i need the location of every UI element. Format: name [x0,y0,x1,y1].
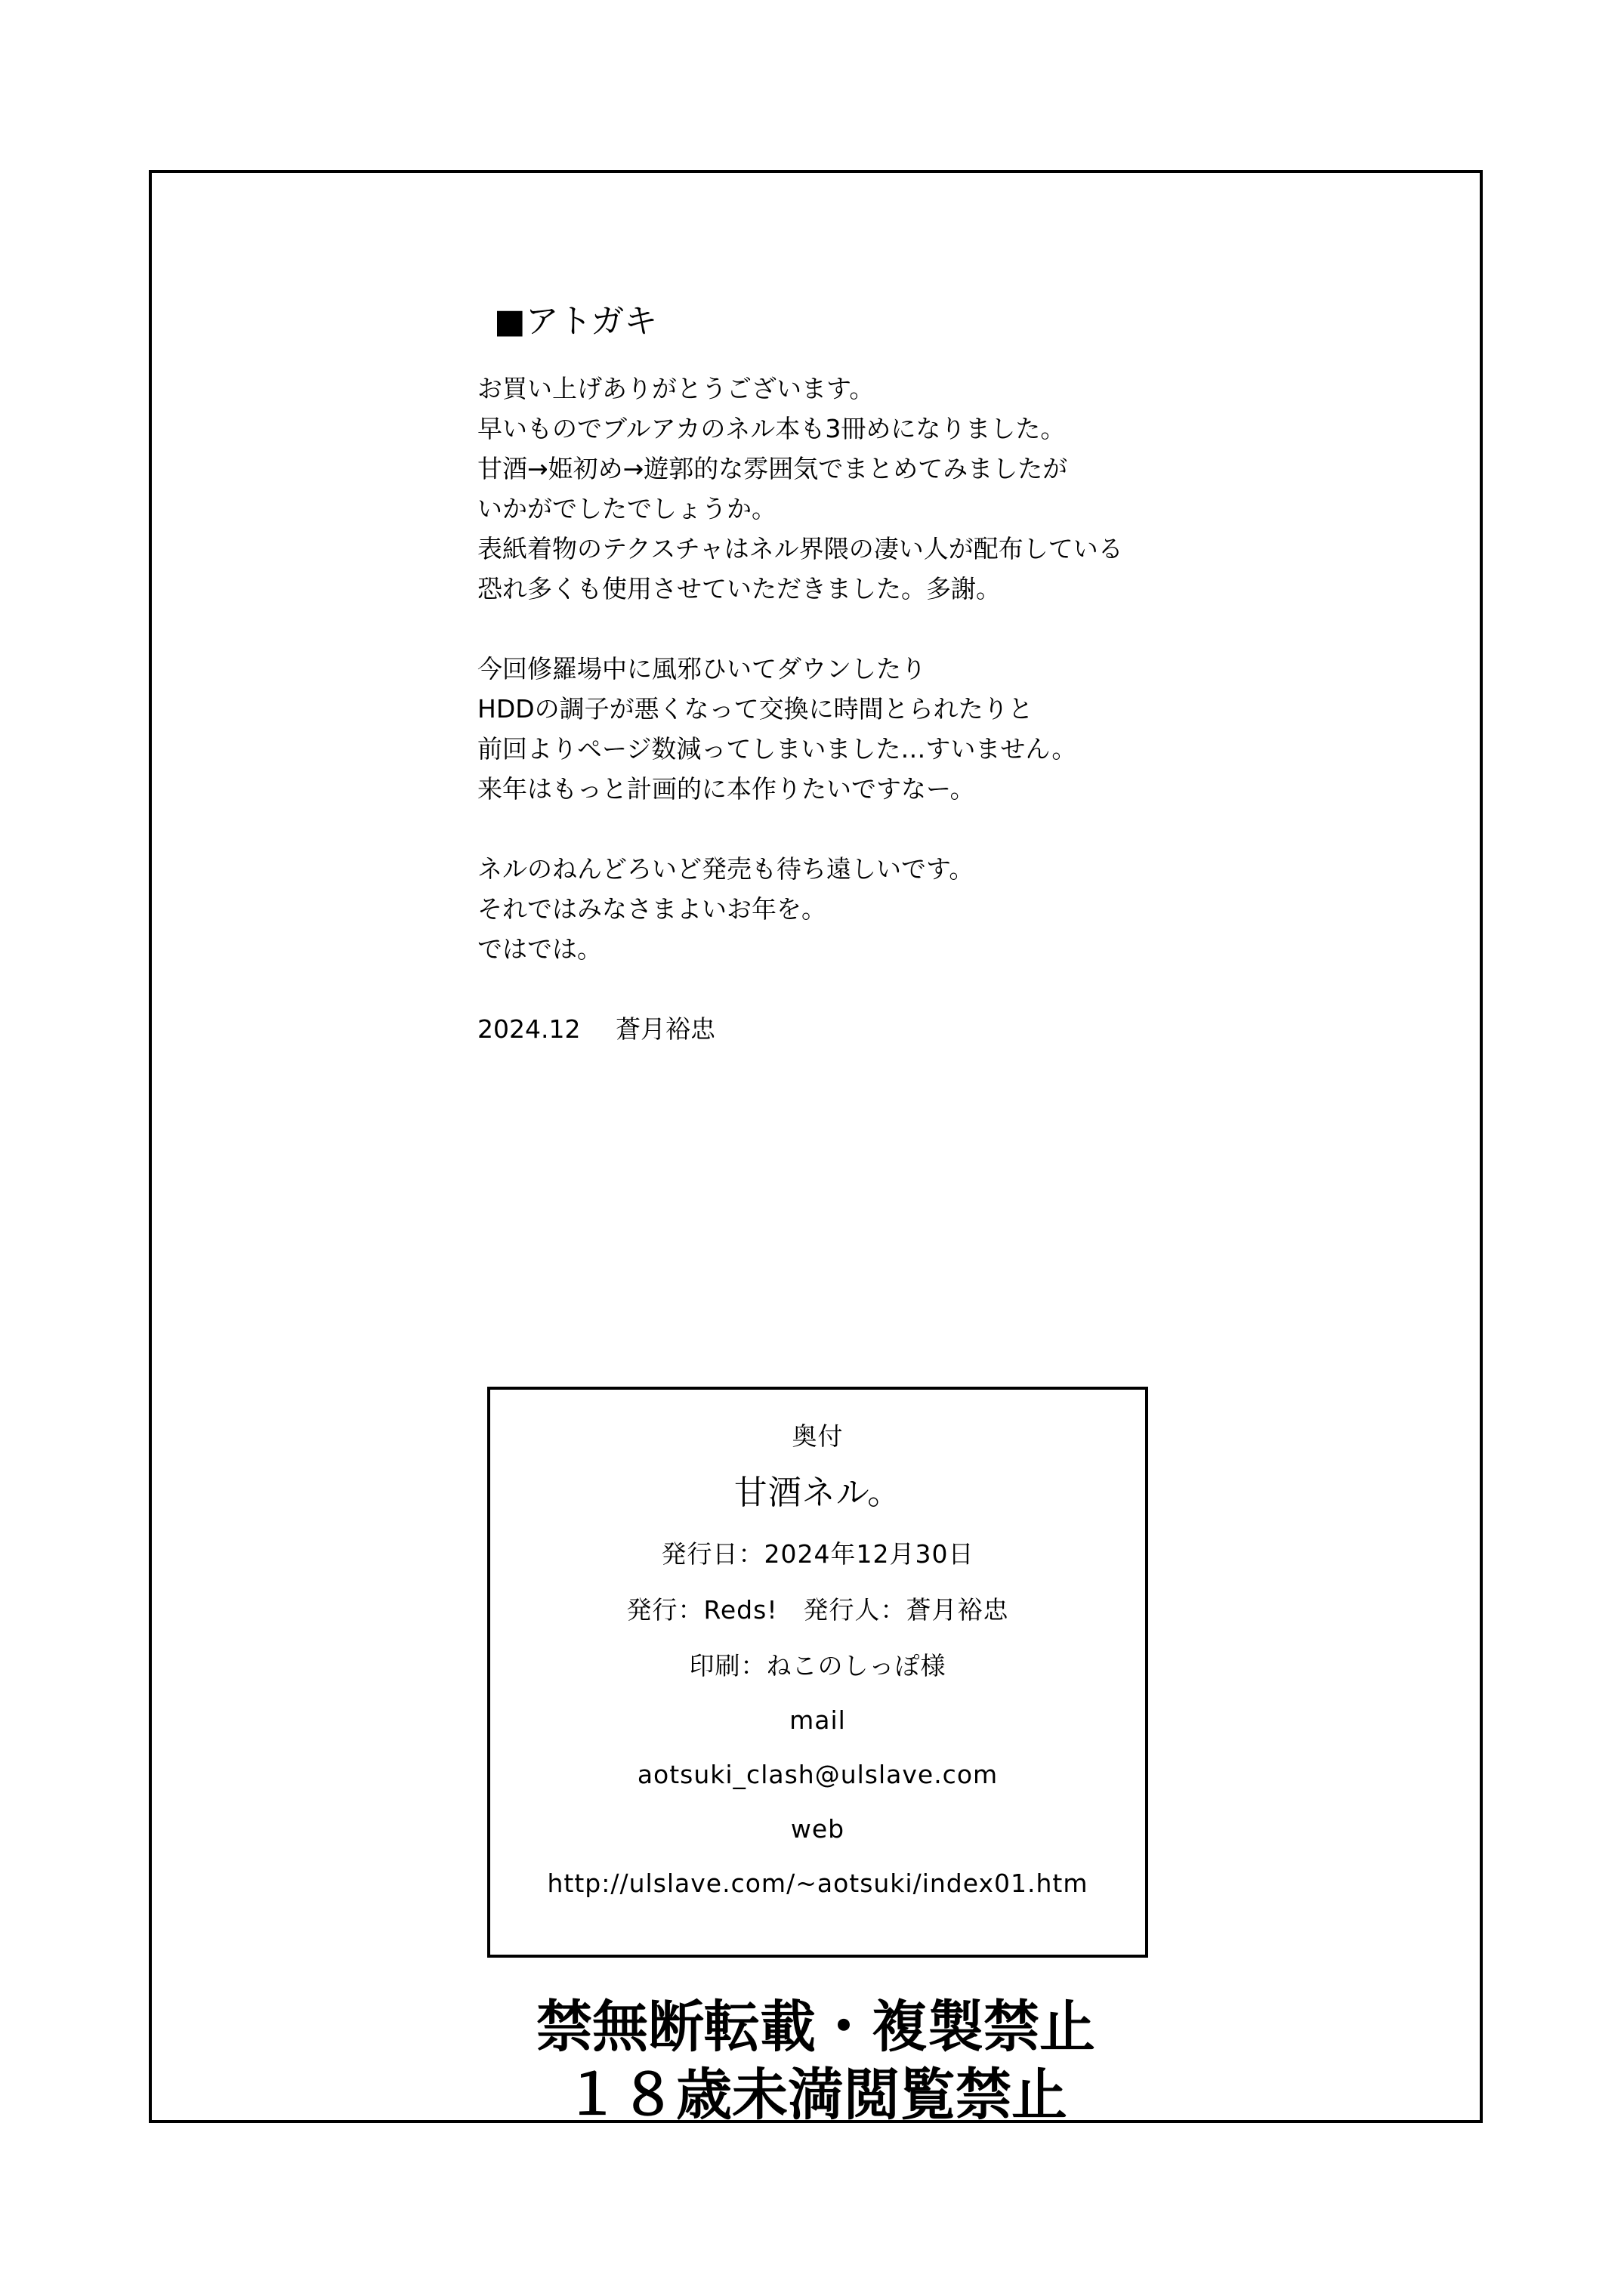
colophon-issue-date: 発行日：2024年12月30日 [661,1539,974,1569]
afterword-title: ■アトガキ [494,302,658,341]
colophon-publisher: 発行：Reds! 発行人：蒼月裕忠 [626,1595,1009,1625]
afterword-line: HDDの調子が悪くなって交換に時間とられたりと [477,694,1033,724]
afterword-line: それではみなさまよいお年を。 [477,894,826,924]
afterword-paragraph-2 [477,649,1308,809]
afterword-line: ネルのねんどろいど発売も待ち遠しいです。 [477,854,974,884]
afterword-line: ではでは。 [477,934,602,964]
colophon-book-title: 甘酒ネル。 [733,1474,902,1512]
afterword-line: 前回よりページ数減ってしまいました…すいません。 [477,734,1077,764]
afterword-line: 来年はもっと計画的に本作りたいですなー。 [477,774,975,804]
colophon-printer: 印刷：ねこのしっぽ様 [689,1651,946,1680]
afterword-paragraph-1 [477,369,1308,609]
afterword-line: いかがでしたでしょうか。 [477,494,776,523]
afterword-line: 今回修羅場中に風邪ひいてダウンしたり [477,654,926,684]
afterword-paragraph-3 [477,849,1308,969]
afterword-signature [477,1009,1308,1049]
colophon-mail: aotsuki_clash@ulslave.com [637,1760,999,1789]
no-reproduction-notice: 禁無断転載・複製禁止 [536,1995,1095,2060]
paragraph-spacer [477,809,1308,849]
colophon-web-label: web [790,1814,845,1844]
signature-author: 蒼月裕忠 [615,1014,715,1044]
age-restriction-notice: １８歳未満閲覧禁止 [564,2063,1067,2128]
colophon-box [487,1387,1148,1958]
paragraph-spacer [477,609,1308,649]
afterword-line: お買い上げありがとうございます。 [477,374,875,403]
colophon-web: http://ulslave.com/~aotsuki/index01.htm [547,1869,1088,1898]
afterword-line: 表紙着物のテクスチャはネル界隈の凄い人が配布している [477,534,1123,563]
colophon-heading: 奥付 [792,1421,844,1451]
colophon-mail-label: mail [789,1705,846,1735]
signature-date: 2024.12 [477,1014,581,1044]
afterword-line: 恐れ多くも使用させていただきました。多謝。 [477,574,1001,603]
afterword-section [477,301,1308,1049]
afterword-line: 甘酒→姫初め→遊郭的な雰囲気でまとめてみましたが [477,454,1068,483]
afterword-line: 早いものでブルアカのネル本も3冊めになりました。 [477,414,1066,443]
